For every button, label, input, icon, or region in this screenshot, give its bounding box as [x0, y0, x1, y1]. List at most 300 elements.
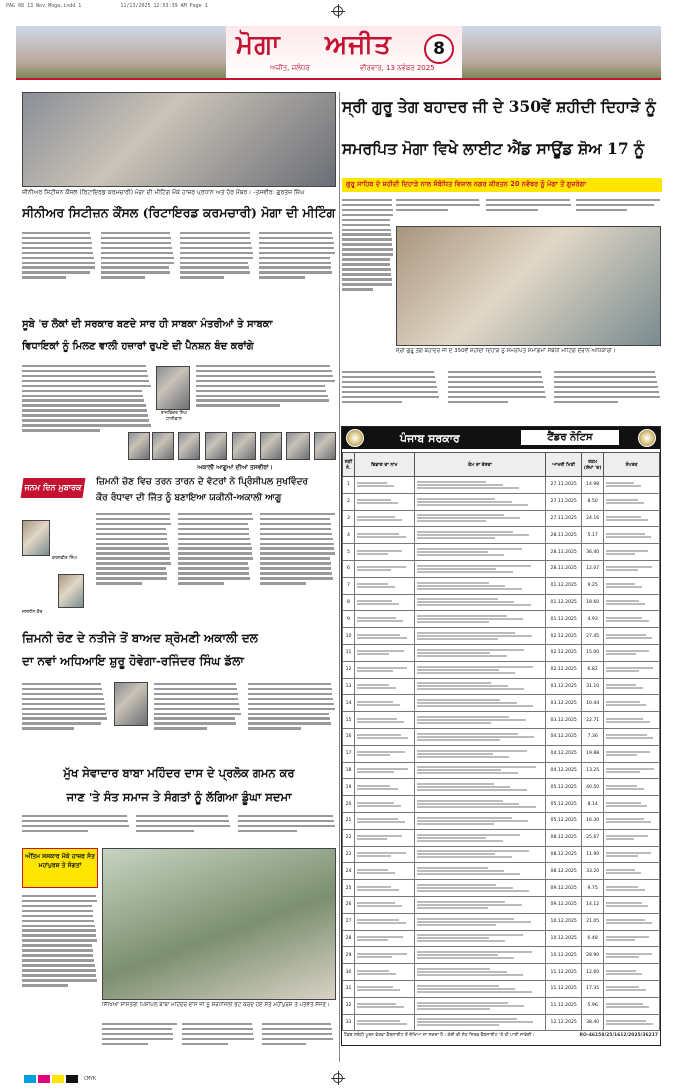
tender-amount: 15.00: [582, 644, 604, 661]
tender-row: [343, 577, 660, 594]
tender-contact: [604, 712, 660, 729]
tender-department: [354, 644, 414, 661]
tender-serial: 16: [343, 728, 355, 745]
tender-description: [414, 493, 545, 510]
tender-date: 10.12.2025: [546, 913, 582, 930]
masthead-date: ਵੀਰਵਾਰ, 13 ਨਵੰਬਰ 2025: [360, 64, 435, 72]
sevadar-article-col2: [136, 812, 232, 846]
slug-left: PAG 08 13 Nov Moga.indd 1: [6, 3, 82, 9]
tender-serial: 6: [343, 560, 355, 577]
tender-date: 08.12.2025: [546, 846, 582, 863]
akali-leader-photo-5: [232, 432, 256, 460]
tender-contact: [604, 628, 660, 645]
tender-contact: [604, 695, 660, 712]
sevadar-article-col1: [22, 812, 132, 846]
tender-row: [343, 594, 660, 611]
tender-department: [354, 796, 414, 813]
show-article-col2: [396, 196, 482, 224]
sevadar-headline-line1: ਮੁੱਖ ਸੇਵਾਦਾਰ ਬਾਬਾ ਮਹਿੰਦਰ ਦਾਸ ਦੇ ਪ੍ਰਲੋਕ ਗਮਨ ਕਰ: [63, 766, 295, 780]
tender-date: 01.12.2025: [546, 577, 582, 594]
tender-amount: 9.75: [582, 880, 604, 897]
tender-date: 09.12.2025: [546, 896, 582, 913]
dalla-portrait: [114, 682, 148, 726]
tender-contact: [604, 896, 660, 913]
tender-amount: 6.48: [582, 930, 604, 947]
color-bar-magenta: [38, 1075, 50, 1083]
col-amount: ਰਕਮ (ਲੱਖਾਂ 'ਚ): [582, 453, 604, 477]
tender-department: [354, 628, 414, 645]
tender-department: [354, 997, 414, 1014]
show-article-col6: [448, 368, 548, 422]
tender-row: [343, 779, 660, 796]
tender-amount: 4.93: [582, 611, 604, 628]
tender-row: [343, 964, 660, 981]
tender-amount: 27.45: [582, 628, 604, 645]
tender-row: [343, 796, 660, 813]
akali-leader-photo-3: [178, 432, 200, 460]
punjab-emblem-icon: [346, 429, 364, 447]
tender-serial: 2: [343, 493, 355, 510]
tender-serial: 17: [343, 745, 355, 762]
tender-description: [414, 628, 545, 645]
akali-photos-caption: ਅਕਾਲੀ ਆਗੂਆਂ ਦੀਆਂ ਤਸਵੀਰਾਂ।: [197, 464, 273, 471]
show-article-col7: [554, 368, 661, 422]
tender-row: [343, 1014, 660, 1031]
tender-row: [343, 527, 660, 544]
tender-description: [414, 745, 545, 762]
tender-amount: 12.07: [582, 560, 604, 577]
district-meeting-photo: [396, 226, 661, 346]
tender-row: [343, 880, 660, 897]
tender-row: [343, 762, 660, 779]
tender-date: 03.12.2025: [546, 712, 582, 729]
tender-department: [354, 695, 414, 712]
akali-leader-photo-6: [260, 432, 282, 460]
tender-row: [343, 863, 660, 880]
tender-serial: 7: [343, 577, 355, 594]
tender-serial: 9: [343, 611, 355, 628]
tender-amount: 16.30: [582, 812, 604, 829]
tender-amount: 18.60: [582, 594, 604, 611]
tender-department: [354, 678, 414, 695]
tender-amount: 31.10: [582, 678, 604, 695]
tender-date: 10.12.2025: [546, 930, 582, 947]
tender-serial: 28: [343, 930, 355, 947]
tender-description: [414, 728, 545, 745]
tender-contact: [604, 678, 660, 695]
tender-row: [343, 980, 660, 997]
tender-amount: 7.36: [582, 728, 604, 745]
tender-serial: 13: [343, 678, 355, 695]
tender-date: 04.12.2025: [546, 745, 582, 762]
tender-contact: [604, 980, 660, 997]
tender-department: [354, 728, 414, 745]
tender-table-body: [343, 477, 660, 1031]
tender-serial: 1: [343, 477, 355, 494]
tender-date: 01.12.2025: [546, 594, 582, 611]
registration-mark: [333, 6, 343, 16]
tender-description: [414, 863, 545, 880]
tender-contact: [604, 745, 660, 762]
col-department: ਵਿਭਾਗ ਦਾ ਨਾਮ: [354, 453, 414, 477]
tender-serial: 3: [343, 510, 355, 527]
tender-contact: [604, 527, 660, 544]
tender-amount: 6.82: [582, 661, 604, 678]
tender-department: [354, 560, 414, 577]
tender-description: [414, 644, 545, 661]
akali-leader-photo-2: [152, 432, 174, 460]
tender-date: 02.12.2025: [546, 628, 582, 645]
tender-contact: [604, 661, 660, 678]
tender-date: 27.11.2025: [546, 477, 582, 494]
tender-date: 04.12.2025: [546, 762, 582, 779]
tender-contact: [604, 493, 660, 510]
tender-department: [354, 544, 414, 561]
tender-row: [343, 644, 660, 661]
tender-footer-code: RO-46158/25/1612/2025/36217: [579, 1033, 658, 1038]
tender-header-title: ਪੰਜਾਬ ਸਰਕਾਰ: [400, 432, 460, 445]
sevadar-article-col6: [182, 1020, 258, 1064]
tender-contact: [604, 846, 660, 863]
tender-department: [354, 661, 414, 678]
slug-right: 11/13/2025 12:53:39 AM Page 1: [120, 3, 208, 9]
tender-amount: 9.25: [582, 577, 604, 594]
tender-amount: 22.71: [582, 712, 604, 729]
tender-description: [414, 1014, 545, 1031]
tarn-taran-col3: [260, 510, 336, 628]
tender-department: [354, 863, 414, 880]
department-seal-icon: [638, 429, 656, 447]
tender-serial: 20: [343, 796, 355, 813]
tender-department: [354, 577, 414, 594]
tender-serial: 21: [343, 812, 355, 829]
main-headline-line2: ਸਮਰਪਿਤ ਮੋਗਾ ਵਿਖੇ ਲਾਈਟ ਐਂਡ ਸਾਊਂਡ ਸ਼ੋਅ 17 ਨੂੰ: [342, 139, 645, 158]
akali-leader-photo-7: [286, 432, 310, 460]
masthead-title-moga: ਮੋਗਾ: [236, 30, 281, 60]
tender-amount: 10.44: [582, 695, 604, 712]
tender-amount: 5.17: [582, 527, 604, 544]
tender-serial: 27: [343, 913, 355, 930]
masthead-photo-left: [16, 26, 226, 78]
tender-amount: 33.20: [582, 863, 604, 880]
tender-department: [354, 980, 414, 997]
tender-department: [354, 1014, 414, 1031]
meeting-article-col2: [101, 229, 175, 311]
tender-date: 08.12.2025: [546, 863, 582, 880]
tender-department: [354, 964, 414, 981]
tender-contact: [604, 880, 660, 897]
meeting-article-col3: [180, 229, 254, 311]
meeting-article-col1: [22, 229, 96, 311]
tender-contact: [604, 796, 660, 813]
tender-row: [343, 896, 660, 913]
color-bar-black: [66, 1075, 78, 1083]
tender-amount: 14.98: [582, 477, 604, 494]
tender-description: [414, 510, 545, 527]
main-subhead: ਗੁਰੂ ਸਾਹਿਬ ਦੇ ਸ਼ਹੀਦੀ ਦਿਹਾੜੇ ਨਾਲ ਸੰਬੰਧਿਤ ਵਿਸ਼ਾਲ ਨਗਰ ਕੀਰਤਨ 20 ਨਵੰਬਰ ਨੂੰ ਮੋਗਾ ਤੋਂ ਗੁਜ਼ਰੇਗਾ: [346, 180, 587, 188]
col-description: ਕੰਮ ਦਾ ਵੇਰਵਾ: [414, 453, 545, 477]
tender-contact: [604, 779, 660, 796]
tender-date: 11.12.2025: [546, 997, 582, 1014]
sevadar-photo-caption: ਸਿੱਖਿਆ ਸ਼ਾਸਤਰੀ ਪਿੰਸੀਪਲ ਬਾਬਾ ਮਹਿੰਦਰ ਦਾਸ ਜੀ ਨੂੰ ਸ਼ਰਧਾਂਜਲੀ ਭੇਟ ਕਰਦੇ ਹੋਏ ਸੰਤ ਮਹਾਂਪੁਰਸ਼ ਤੇ ਪਤਵੰਤੇ ਸੱਜਣ।: [102, 1002, 330, 1008]
tender-amount: 12.60: [582, 964, 604, 981]
tender-description: [414, 712, 545, 729]
sevadar-headline-line2: ਜਾਣ 'ਤੇ ਸੰਤ ਸਮਾਜ ਤੇ ਸੰਗਤਾਂ ਨੂੰ ਲੱਗਿਆ ਡੂੰਘਾ ਸਦਮਾ: [66, 790, 292, 804]
tender-date: 05.12.2025: [546, 779, 582, 796]
tender-row: [343, 560, 660, 577]
tender-serial: 31: [343, 980, 355, 997]
tender-description: [414, 796, 545, 813]
tender-row: [343, 493, 660, 510]
tender-serial: 12: [343, 661, 355, 678]
akali-headline-line2: ਦਾ ਨਵਾਂ ਅਧਿਆਇ ਸ਼ੁਰੂ ਹੋਵੇਗਾ-ਰਜਿੰਦਰ ਸਿੰਘ ਡੱਲਾ: [22, 654, 244, 668]
tender-department: [354, 779, 414, 796]
tender-date: 05.12.2025: [546, 812, 582, 829]
color-bar-yellow: [52, 1075, 64, 1083]
tarn-taran-headline-line2: ਕੌਰ ਰੰਧਾਵਾ ਦੀ ਜਿੱਤ ਨੂੰ ਬਣਾਇਆ ਯਕੀਨੀ-ਅਕਾਲੀ ਆਗੂ: [96, 493, 282, 503]
tender-description: [414, 880, 545, 897]
tender-serial: 8: [343, 594, 355, 611]
tender-contact: [604, 594, 660, 611]
tender-serial: 29: [343, 947, 355, 964]
birthday-photo-2: [58, 574, 84, 608]
tender-description: [414, 829, 545, 846]
tender-amount: 25.67: [582, 829, 604, 846]
tender-table-header: [343, 453, 660, 477]
show-article-col1: [342, 196, 394, 346]
footer-slug: CMYK: [84, 1076, 97, 1082]
tender-contact: [604, 930, 660, 947]
tender-description: [414, 678, 545, 695]
birthday-photo-1: [22, 520, 50, 556]
leader-caption: ਰਾਜਵਿੰਦਰ ਸਿੰਘ ਧਾਲੀਵਾਲ: [160, 411, 188, 422]
tender-department: [354, 829, 414, 846]
tender-department: [354, 846, 414, 863]
meeting-article-col4: [259, 229, 336, 311]
tender-contact: [604, 913, 660, 930]
tender-amount: 5.96: [582, 997, 604, 1014]
tender-serial: 14: [343, 695, 355, 712]
leader-portrait: [156, 366, 190, 410]
sevadar-article-col4: [22, 892, 98, 1042]
akali-article-col2: [154, 680, 242, 758]
tender-department: [354, 527, 414, 544]
tender-description: [414, 947, 545, 964]
tender-department: [354, 493, 414, 510]
akali-leader-photo-1: [128, 432, 150, 460]
tender-amount: 38.40: [582, 1014, 604, 1031]
tender-row: [343, 913, 660, 930]
sevadar-article-col5: [102, 1020, 178, 1064]
show-article-col5: [342, 368, 442, 422]
tender-contact: [604, 477, 660, 494]
tender-date: 10.12.2025: [546, 947, 582, 964]
tender-date: 11.12.2025: [546, 980, 582, 997]
tender-date: 28.11.2025: [546, 544, 582, 561]
tender-department: [354, 880, 414, 897]
tender-date: 28.11.2025: [546, 527, 582, 544]
tender-row: [343, 712, 660, 729]
akali-leader-photo-8: [314, 432, 336, 460]
masthead-photo-right: [462, 26, 661, 78]
akali-headline-line1: ਜ਼ਿਮਨੀ ਚੋਣ ਦੇ ਨਤੀਜੇ ਤੋਂ ਬਾਅਦ ਸ਼੍ਰੋਮਣੀ ਅਕਾਲੀ ਦਲ: [22, 631, 258, 645]
tender-date: 27.11.2025: [546, 510, 582, 527]
tender-contact: [604, 997, 660, 1014]
masthead-subtitle: ਅਜੀਤ, ਜਲੰਧਰ: [270, 64, 310, 72]
tender-footer-note: ਟੈਂਡਰ ਸਬੰਧੀ ਪੂਰਨ ਵੇਰਵਾ ਵੈੱਬਸਾਈਟ ਤੋਂ ਦੇਖਿਆ ਜਾ ਸਕਦਾ ਹੈ। ਕੋਈ ਵੀ ਸੋਧ ਸਿਰਫ਼ ਵੈੱਬਸਾਈਟ 'ਤੇ ਹੀ ਪਾਈ ਜਾਵੇਗੀ।: [344, 1033, 535, 1038]
tender-serial: 18: [343, 762, 355, 779]
tender-contact: [604, 947, 660, 964]
tender-department: [354, 611, 414, 628]
tender-serial: 19: [343, 779, 355, 796]
tender-table: [342, 452, 660, 1031]
akali-leader-photo-4: [205, 432, 227, 460]
tender-notice-label: ਟੈਂਡਰ ਨੋਟਿਸ: [520, 429, 620, 446]
tender-department: [354, 812, 414, 829]
pension-headline-line1: ਸੂਬੇ 'ਚ ਲੋਕਾਂ ਦੀ ਸਰਕਾਰ ਬਣਦੇ ਸਾਰ ਹੀ ਸਾਬਕਾ ਮੰਤਰੀਆਂ ਤੇ ਸਾਬਕਾ: [22, 319, 273, 330]
tender-row: [343, 678, 660, 695]
tender-date: 28.11.2025: [546, 560, 582, 577]
sevadar-article-col7: [262, 1020, 336, 1064]
tender-description: [414, 661, 545, 678]
tender-row: [343, 947, 660, 964]
pension-headline-line2: ਵਿਧਾਇਕਾਂ ਨੂੰ ਮਿਲਣ ਵਾਲੀ ਹਜ਼ਾਰਾਂ ਰੁਪਏ ਦੀ ਪੈਨਸ਼ਨ ਬੰਦ ਕਰਾਂਗੇ: [22, 341, 254, 352]
tender-description: [414, 477, 545, 494]
main-headline-line1: ਸ੍ਰੀ ਗੁਰੂ ਤੇਗ ਬਹਾਦਰ ਜੀ ਦੇ 350ਵੇਂ ਸ਼ਹੀਦੀ ਦਿਹਾੜੇ ਨੂੰ: [342, 97, 656, 116]
tender-description: [414, 964, 545, 981]
tender-amount: 17.35: [582, 980, 604, 997]
council-photo-caption: ਸੀਨੀਅਰ ਸਿਟੀਜ਼ਨ ਕੌਂਸਲ (ਰਿਟਾਇਰਡ ਕਰਮਚਾਰੀ) ਮੋਗਾ ਦੀ ਮੀਟਿੰਗ ਮੌਕੇ ਹਾਜ਼ਰ ਪ੍ਰਧਾਨ ਅਤੇ ਹੋਰ ਮੈਂਬਰ। -ਤਸਵੀਰ: ਗੁਰਤੇਜ ਸਿੰਘ: [22, 189, 305, 196]
tender-row: [343, 628, 660, 645]
tender-serial: 25: [343, 880, 355, 897]
tender-amount: 24.16: [582, 510, 604, 527]
tender-description: [414, 695, 545, 712]
col-last-date: ਆਖਰੀ ਮਿਤੀ: [546, 453, 582, 477]
tender-description: [414, 812, 545, 829]
tender-description: [414, 560, 545, 577]
sevadar-article-col3: [238, 812, 336, 846]
tender-serial: 11: [343, 644, 355, 661]
tender-date: 01.12.2025: [546, 611, 582, 628]
tender-description: [414, 997, 545, 1014]
tender-serial: 26: [343, 896, 355, 913]
tender-row: [343, 930, 660, 947]
tender-row: [343, 997, 660, 1014]
tender-date: 12.12.2025: [546, 1014, 582, 1031]
birthday-caption-1: ਕਰਨਵੀਰ ਸਿੰਘ: [52, 556, 77, 561]
tender-contact: [604, 829, 660, 846]
registration-mark-bottom: [333, 1073, 343, 1083]
tender-amount: 40.50: [582, 779, 604, 796]
tender-contact: [604, 728, 660, 745]
tender-contact: [604, 577, 660, 594]
tarn-taran-col2: [178, 510, 254, 628]
col-contact: ਸੰਪਰਕ: [604, 453, 660, 477]
show-article-col4: [576, 196, 661, 224]
tender-contact: [604, 863, 660, 880]
tender-row: [343, 846, 660, 863]
sevadar-inset-text: ਅੰਤਿਮ ਸਸਕਾਰ ਮੌਕੇ ਹਾਜ਼ਰ ਸੰਤ ਮਹਾਂਪੁਰਸ਼ ਤੇ ਸੰਗਤਾਂ: [25, 853, 95, 869]
tender-description: [414, 594, 545, 611]
tender-date: 09.12.2025: [546, 880, 582, 897]
tender-description: [414, 577, 545, 594]
tender-description: [414, 913, 545, 930]
tender-department: [354, 913, 414, 930]
column-divider: [339, 92, 340, 1062]
tender-amount: 8.14: [582, 796, 604, 813]
tender-amount: 8.50: [582, 493, 604, 510]
tender-row: [343, 661, 660, 678]
pension-article-col2: [196, 362, 336, 432]
tender-serial: 30: [343, 964, 355, 981]
tender-date: 11.12.2025: [546, 964, 582, 981]
council-meeting-photo: [22, 92, 336, 187]
tender-amount: 36.40: [582, 544, 604, 561]
tender-date: 04.12.2025: [546, 728, 582, 745]
color-bar-cyan: [24, 1075, 36, 1083]
tender-amount: 11.90: [582, 846, 604, 863]
tender-row: [343, 477, 660, 494]
tender-row: [343, 611, 660, 628]
tender-date: 02.12.2025: [546, 661, 582, 678]
tender-description: [414, 762, 545, 779]
tender-row: [343, 745, 660, 762]
tender-serial: 32: [343, 997, 355, 1014]
masthead-title-ajit: ਅਜੀਤ: [325, 30, 392, 60]
tender-row: [343, 829, 660, 846]
tender-serial: 10: [343, 628, 355, 645]
tender-date: 03.12.2025: [546, 678, 582, 695]
col-serial: ਲੜੀ ਨੰ.: [343, 453, 355, 477]
tender-department: [354, 947, 414, 964]
birthday-label: ਜਨਮ ਦਿਨ ਮੁਬਾਰਕ: [21, 478, 86, 498]
tender-serial: 5: [343, 544, 355, 561]
show-article-col3: [486, 196, 572, 224]
tender-contact: [604, 762, 660, 779]
tender-description: [414, 611, 545, 628]
page-number: 8: [424, 34, 454, 64]
meeting-headline: ਸੀਨੀਅਰ ਸਿਟੀਜ਼ਨ ਕੌਂਸਲ (ਰਿਟਾਇਰਡ ਕਰਮਚਾਰੀ) ਮੋਗਾ ਦੀ ਮੀਟਿੰਗ: [22, 205, 336, 220]
tender-row: [343, 695, 660, 712]
tender-amount: 14.12: [582, 896, 604, 913]
tender-date: 02.12.2025: [546, 644, 582, 661]
tender-serial: 23: [343, 846, 355, 863]
tender-row: [343, 812, 660, 829]
tender-description: [414, 779, 545, 796]
tender-department: [354, 762, 414, 779]
tender-row: [343, 728, 660, 745]
tender-contact: [604, 544, 660, 561]
meeting-photo-caption: ਸ੍ਰੀ ਗੁਰੂ ਤੇਗ ਬਹਾਦਰ ਜੀ ਦੇ 350ਵੇਂ ਸ਼ਹੀਦੀ ਦਿਹਾੜੇ ਨੂੰ ਸਮਰਪਿਤ ਸਮਾਗਮਾਂ ਸੰਬੰਧੀ ਮੀਟਿੰਗ ਦੌਰਾਨ ਅਧਿਕਾਰੀ।: [396, 348, 616, 354]
tender-description: [414, 980, 545, 997]
akali-article-col1: [22, 680, 108, 758]
tender-serial: 24: [343, 863, 355, 880]
tender-description: [414, 846, 545, 863]
tender-department: [354, 745, 414, 762]
tender-row: [343, 544, 660, 561]
tender-description: [414, 527, 545, 544]
tender-footer: [344, 1033, 658, 1039]
tender-contact: [604, 1014, 660, 1031]
tender-department: [354, 712, 414, 729]
tender-serial: 4: [343, 527, 355, 544]
tender-department: [354, 930, 414, 947]
tender-amount: 19.88: [582, 745, 604, 762]
tender-date: 27.11.2025: [546, 493, 582, 510]
tender-date: 05.12.2025: [546, 796, 582, 813]
tender-row: [343, 510, 660, 527]
tender-amount: 21.05: [582, 913, 604, 930]
